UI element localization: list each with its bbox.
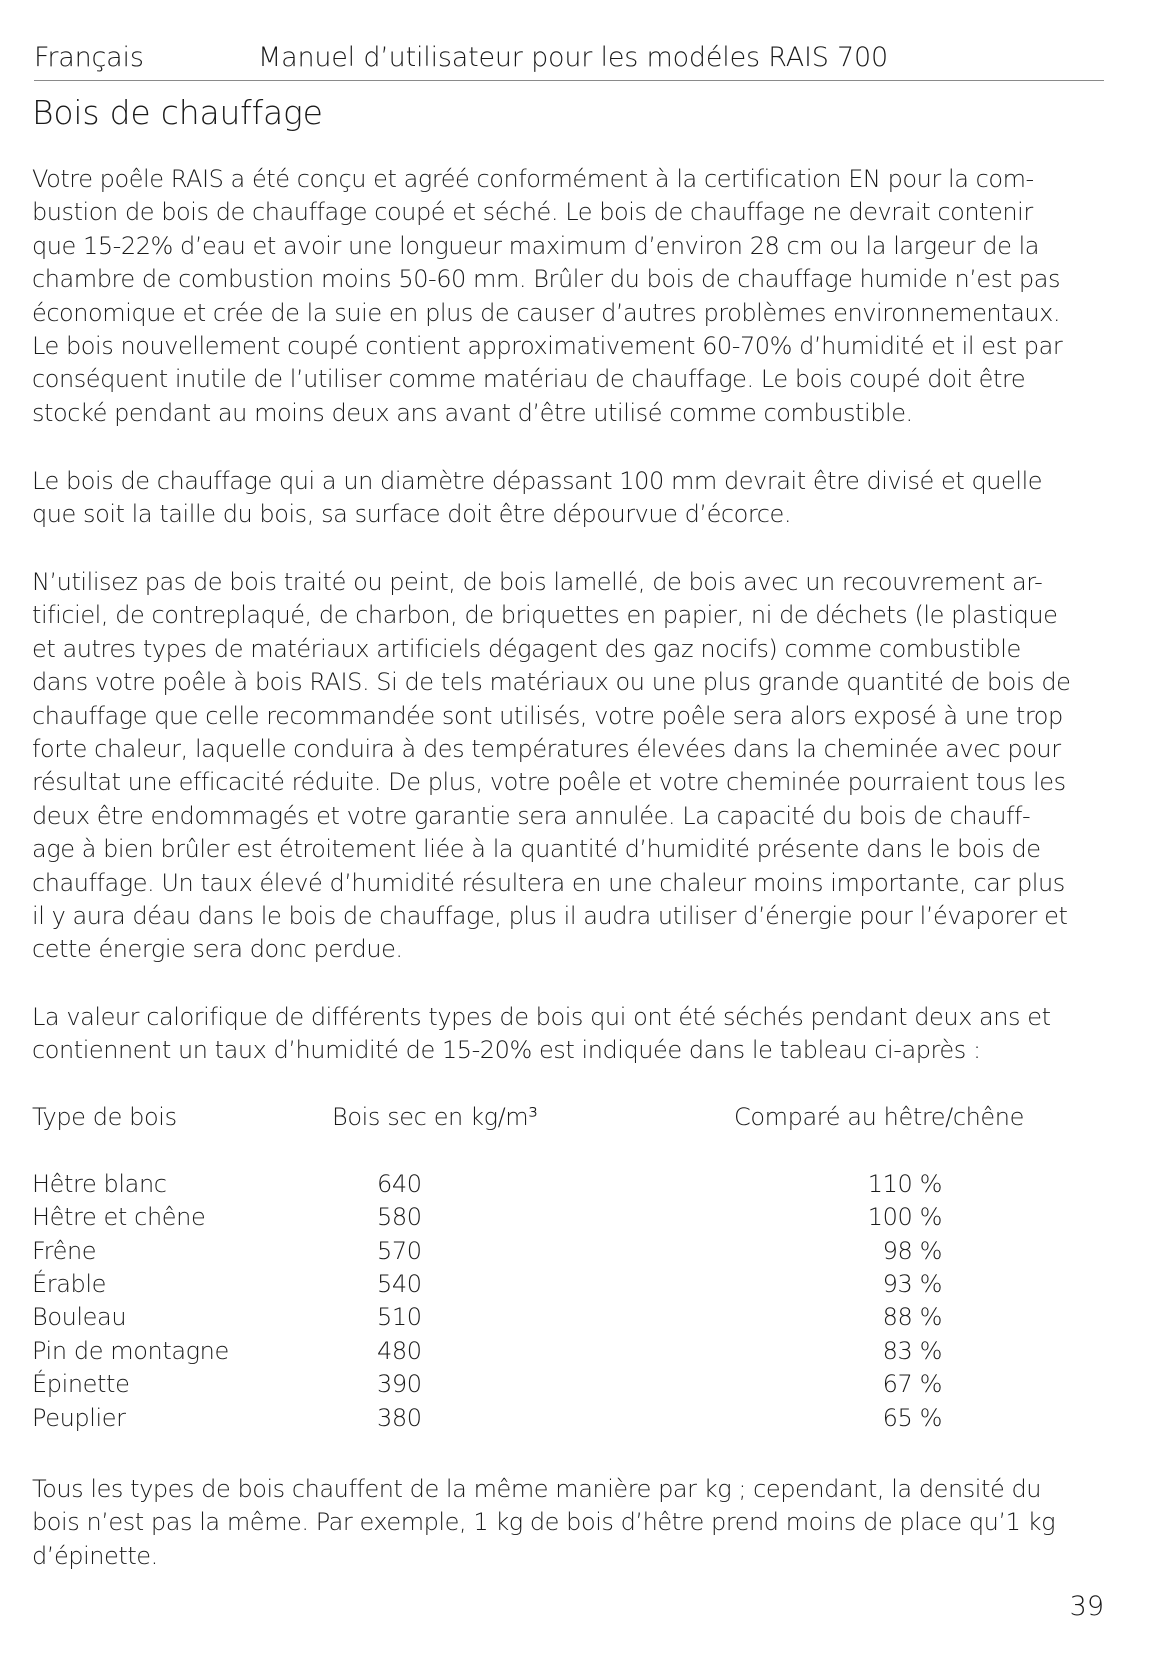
- cell-type: Pin de montagne: [32, 1336, 229, 1365]
- text-line: et autres types de matériaux artificiels dégagent des gaz nocifs) comme combustible: [32, 634, 1021, 663]
- cell-type: Bouleau: [32, 1303, 127, 1332]
- cell-density: 480: [377, 1336, 422, 1365]
- text-line: stocké pendant au moins deux ans avant d’être utilisé comme combustible.: [32, 398, 913, 427]
- text-line: dans votre poêle à bois RAIS. Si de tels matériaux ou une plus grande quantité de bois de: [32, 668, 1071, 697]
- text-line: que 15-22% d’eau et avoir une longueur maximum d’environ 28 cm ou la largeur de la: [32, 231, 1040, 260]
- table-row: [32, 1235, 1072, 1268]
- text-line: N’utilisez pas de bois traité ou peint, de bois lamellé, de bois avec un recouvrement ar-: [32, 568, 1043, 596]
- header-language: Français: [34, 42, 144, 73]
- text-line: d’épinette.: [32, 1541, 158, 1570]
- table-header-row: [32, 1101, 1072, 1134]
- cell-compare: 93 %: [882, 1269, 942, 1298]
- cell-type: Épinette: [32, 1370, 130, 1399]
- header-manual-title: Manuel d’utilisateur pour les modéles RAIS 700: [258, 42, 888, 73]
- cell-type: Érable: [32, 1269, 107, 1298]
- column-header-compare: Comparé au hêtre/chêne: [734, 1103, 1024, 1131]
- page-number: 39: [1069, 1591, 1104, 1622]
- table-row: [32, 1402, 1072, 1435]
- text-line: bustion de bois de chauffage coupé et séché. Le bois de chauffage ne devrait contenir: [32, 198, 1033, 227]
- cell-compare: 98 %: [882, 1236, 942, 1265]
- cell-density: 540: [377, 1269, 422, 1298]
- paragraph-intro: [32, 163, 1112, 430]
- text-line: bois n’est pas la même. Par exemple, 1 kg de bois d’hêtre prend moins de place qu’1 kg: [32, 1508, 1056, 1537]
- column-header-density: Bois sec en kg/m³: [332, 1103, 538, 1131]
- table-row: [32, 1335, 1072, 1368]
- text-line: contiennent un taux d’humidité de 15-20% est indiquée dans le tableau ci-après :: [32, 1036, 981, 1065]
- text-line: économique et crée de la suie en plus de causer d’autres problèmes environnementaux.: [32, 298, 1061, 327]
- table-row: [32, 1301, 1072, 1334]
- text-line: deux être endommagés et votre garantie sera annulée. La capacité du bois de chauff-: [32, 801, 1031, 830]
- cell-type: Frêne: [32, 1236, 97, 1265]
- paragraph-density-note: [32, 1473, 1112, 1573]
- text-line: tificiel, de contreplaqué, de charbon, de briquettes en papier, ni de déchets (le plastique: [32, 601, 1058, 630]
- text-line: chauffage que celle recommandée sont utilisés, votre poêle sera alors exposé à une trop: [32, 701, 1063, 730]
- text-line: Le bois nouvellement coupé contient approximativement 60-70% d’humidité et il est par: [32, 332, 1063, 361]
- cell-density: 380: [377, 1403, 422, 1432]
- table-row: [32, 1168, 1072, 1201]
- table-row: [32, 1368, 1072, 1401]
- paragraph-calorific-value: [32, 1001, 1112, 1068]
- cell-density: 510: [377, 1303, 422, 1332]
- text-line: La valeur calorifique de différents types de bois qui ont été séchés pendant deux ans et: [32, 1003, 1051, 1031]
- text-line: age à bien brûler est étroitement liée à la quantité d’humidité présente dans le bois de: [32, 835, 1041, 864]
- text-line: Tous les types de bois chauffent de la même manière par kg ; cependant, la densité du: [32, 1475, 1041, 1503]
- text-line: chambre de combustion moins 50-60 mm. Brûler du bois de chauffage humide n’est pas: [32, 265, 1061, 294]
- table-row: [32, 1201, 1072, 1234]
- cell-type: Hêtre blanc: [32, 1169, 167, 1198]
- text-line: forte chaleur, laquelle conduira à des températures élevées dans la cheminée avec pour: [32, 735, 1061, 764]
- cell-compare: 83 %: [882, 1336, 942, 1365]
- page-header: [34, 40, 1104, 81]
- table-body: [32, 1168, 1072, 1435]
- cell-compare: 100 %: [867, 1203, 942, 1232]
- cell-compare: 88 %: [882, 1303, 942, 1332]
- cell-type: Hêtre et chêne: [32, 1203, 206, 1232]
- cell-compare: 65 %: [882, 1403, 942, 1432]
- cell-density: 640: [377, 1169, 422, 1198]
- wood-types-table: [32, 1101, 1072, 1435]
- cell-density: 570: [377, 1236, 422, 1265]
- cell-compare: 110 %: [867, 1169, 942, 1198]
- section-title: Bois de chauffage: [32, 93, 323, 132]
- cell-density: 580: [377, 1203, 422, 1232]
- column-header-type: Type de bois: [32, 1103, 177, 1131]
- paragraph-diameter: [32, 465, 1112, 532]
- text-line: que soit la taille du bois, sa surface doit être dépourvue d’écorce.: [32, 500, 792, 529]
- cell-density: 390: [377, 1370, 422, 1399]
- cell-type: Peuplier: [32, 1403, 126, 1432]
- paragraph-prohibited-materials: [32, 566, 1112, 967]
- cell-compare: 67 %: [882, 1370, 942, 1399]
- text-line: il y aura déau dans le bois de chauffage, plus il audra utiliser d’énergie pour l’évaporer et: [32, 902, 1068, 931]
- text-line: résultat une efficacité réduite. De plus, votre poêle et votre cheminée pourraient tous les: [32, 768, 1066, 797]
- text-line: conséquent inutile de l’utiliser comme matériau de chauffage. Le bois coupé doit être: [32, 365, 1026, 394]
- text-line: cette énergie sera donc perdue.: [32, 935, 403, 964]
- text-line: chauffage. Un taux élevé d’humidité résultera en une chaleur moins importante, car plus: [32, 868, 1065, 897]
- text-line: Votre poêle RAIS a été conçu et agréé conformément à la certification EN pour la com-: [32, 165, 1034, 193]
- table-row: [32, 1268, 1072, 1301]
- text-line: Le bois de chauffage qui a un diamètre dépassant 100 mm devrait être divisé et quelle: [32, 467, 1043, 495]
